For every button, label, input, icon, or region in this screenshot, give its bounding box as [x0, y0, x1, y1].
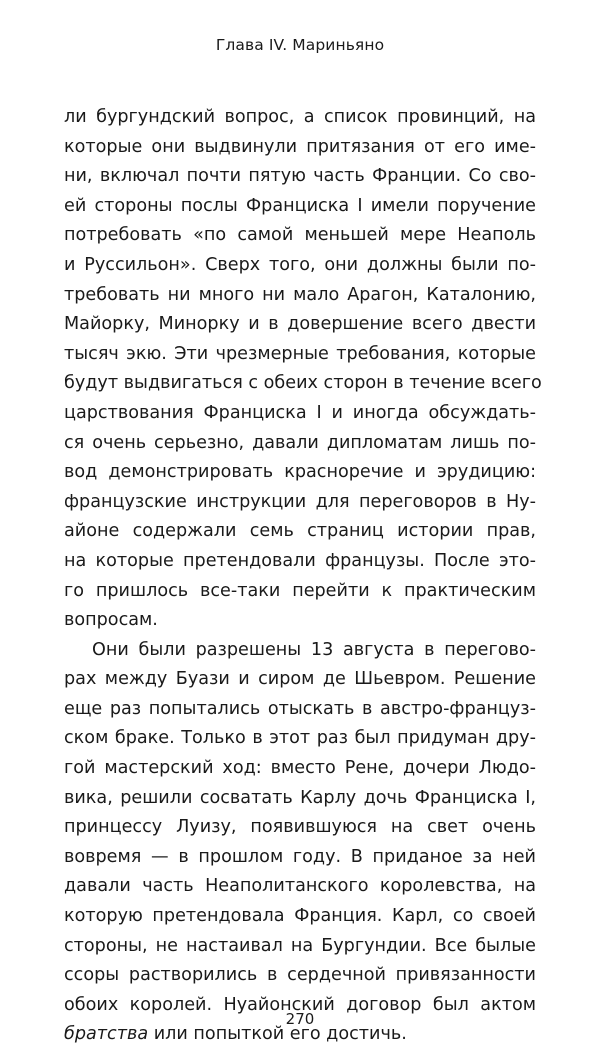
text-line: Они были разрешены 13 августа в перегово-: [92, 639, 536, 660]
text-line: го пришлось все-таки перейти к практическим: [64, 580, 536, 601]
body-text: [64, 103, 542, 1050]
text-line: ей стороны послы Франциска I имели поручение: [64, 195, 536, 216]
italic-word: братства: [64, 1024, 149, 1045]
line-end: или попыткой его достичь.: [148, 1024, 407, 1045]
text-line: ссоры растворились в сердечной привязанности: [64, 965, 536, 986]
text-line: французские инструкции для переговоров в Ну-: [64, 491, 536, 512]
text-line: вопросам.: [64, 610, 158, 631]
text-line: потребовать «по самой меньшей мере Неаполь: [64, 225, 536, 246]
text-line: которые они выдвинули притязания от его име-: [64, 136, 536, 157]
paragraph-2: [64, 636, 536, 1050]
text-line: царствования Франциска I и иногда обсуждать-: [64, 402, 536, 423]
page-number: 270: [285, 1010, 315, 1028]
text-line: вовремя — в прошлом году. В приданое за ней: [64, 846, 536, 867]
text-line: айоне содержали семь страниц истории прав,: [64, 521, 536, 542]
text-line: еще раз попытались отыскать в австро-француз-: [64, 698, 536, 719]
text-line: которую претендовала Франция. Карл, со своей: [64, 906, 536, 927]
text-line: ся очень серьезно, давали дипломатам лишь по-: [64, 432, 536, 453]
text-line: давали часть Неаполитанского королевства, на: [64, 876, 536, 897]
text-line: гой мастерский ход: вместо Рене, дочери Людо-: [64, 758, 536, 779]
text-line: ском браке. Только в этот раз был придуман дру-: [64, 728, 536, 749]
paragraph-1: [64, 103, 542, 636]
text-line: и Руссильон». Сверх того, они должны были по-: [64, 254, 536, 275]
text-line: принцессу Луизу, появившуюся на свет очень: [64, 817, 536, 838]
text-line: будут выдвигаться с обеих сторон в течение всего: [64, 373, 542, 394]
text-line: рах между Буази и сиром де Шьевром. Решение: [64, 669, 536, 690]
text-line: ни, включал почти пятую часть Франции. Со сво-: [64, 166, 536, 187]
running-header: Глава IV. Мариньяно: [215, 36, 385, 54]
text-line: обоих королей. Нуайонский договор был актом: [64, 994, 536, 1015]
text-line: стороны, не настаивал на Бургундии. Все былые: [64, 935, 536, 956]
text-line: вика, решили сосватать Карлу дочь Франциска I,: [64, 787, 536, 808]
text-line: требовать ни много ни мало Арагон, Каталонию,: [64, 284, 536, 305]
text-line: вод демонстрировать красноречие и эрудицию:: [64, 462, 536, 483]
text-line: Майорку, Минорку и в довершение всего двести: [64, 314, 536, 335]
text-line: ли бургундский вопрос, а список провинций, на: [64, 107, 536, 127]
text-line: тысяч экю. Эти чрезмерные требования, которые: [64, 343, 536, 364]
text-line: на которые претендовали французы. После это-: [64, 550, 536, 571]
